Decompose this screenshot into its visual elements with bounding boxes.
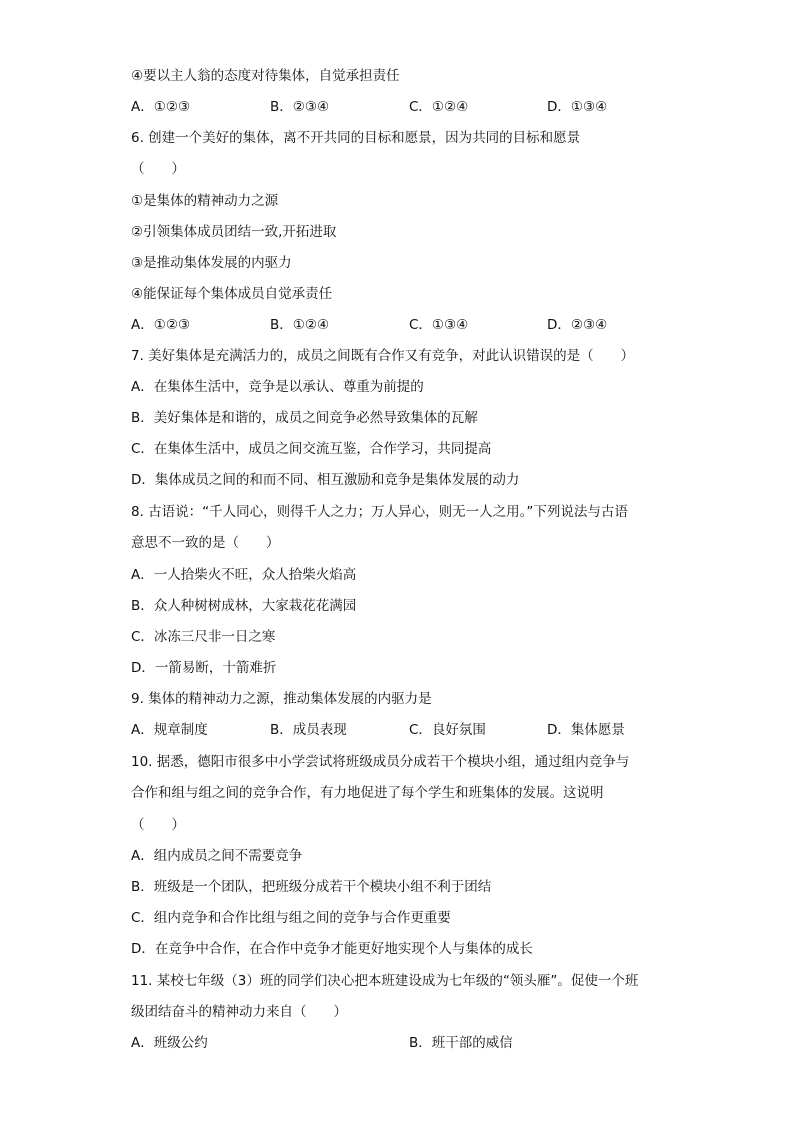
q6-option-a: A．①②③ [131, 317, 191, 333]
q9-option-d: D．集体愿景 [547, 722, 625, 738]
q9-option-c: C．良好氛围 [409, 722, 486, 738]
q10-blank: （ ） [131, 817, 185, 833]
q8-option-b: B．众人种树树成林，大家栽花花满园 [131, 598, 357, 614]
q9-stem: 9. 集体的精神动力之源，推动集体发展的内驱力是 [131, 691, 432, 707]
q10-stem-line-2: 合作和组与组之间的竞争合作，有力地促进了每个学生和班集体的发展。这说明 [131, 785, 604, 801]
q10-option-a: A．组内成员之间不需要竞争 [131, 848, 303, 864]
q7-option-d: D．集体成员之间的和而不同、相互激励和竞争是集体发展的动力 [131, 472, 520, 488]
q7-option-a: A．在集体生活中，竞争是以承认、尊重为前提的 [131, 379, 424, 395]
q7-option-b: B．美好集体是和谐的，成员之间竞争必然导致集体的瓦解 [131, 410, 478, 426]
q8-option-d: D．一箭易断，十箭难折 [131, 660, 277, 676]
q10-option-b: B．班级是一个团队，把班级分成若干个模块小组不利于团结 [131, 879, 492, 895]
q5-option-a: A．①②③ [131, 99, 191, 115]
q6-option-d: D．②③④ [547, 317, 608, 333]
q5-item-4: ④要以主人翁的态度对待集体，自觉承担责任 [131, 68, 400, 84]
q5-option-b: B．②③④ [270, 99, 330, 115]
q11-stem-line-1: 11. 某校七年级（3）班的同学们决心把本班建设成为七年级的“领头雁”。促使一个班 [131, 973, 639, 989]
q11-stem-line-2: 级团结奋斗的精神动力来自（ ） [131, 1004, 347, 1020]
q6-blank: （ ） [131, 161, 185, 177]
q7-stem: 7. 美好集体是充满活力的，成员之间既有合作又有竞争，对此认识错误的是（ ） [131, 348, 635, 364]
q6-option-c: C．①③④ [409, 317, 469, 333]
q11-option-a: A．班级公约 [131, 1035, 208, 1051]
q8-stem-line-1: 8. 古语说：“千人同心，则得千人之力；万人异心，则无一人之用。”下列说法与古语 [131, 504, 628, 520]
q9-option-a: A．规章制度 [131, 722, 208, 738]
q10-option-d: D．在竞争中合作，在合作中竞争才能更好地实现个人与集体的成长 [131, 941, 533, 957]
q5-option-c: C．①②④ [409, 99, 469, 115]
q6-stem: 6. 创建一个美好的集体，离不开共同的目标和愿景，因为共同的目标和愿景 [131, 130, 581, 146]
q11-option-b: B．班干部的威信 [409, 1035, 513, 1051]
q9-option-b: B．成员表现 [270, 722, 347, 738]
q6-option-b: B．①②④ [270, 317, 330, 333]
q8-option-a: A．一人拾柴火不旺，众人拾柴火焰高 [131, 567, 357, 583]
q8-stem-line-2: 意思不一致的是（ ） [131, 535, 280, 551]
q10-option-c: C．组内竞争和合作比组与组之间的竞争与合作更重要 [131, 910, 451, 926]
q6-item-2: ②引领集体成员团结一致,开拓进取 [131, 224, 337, 240]
q6-item-1: ①是集体的精神动力之源 [131, 193, 279, 209]
q7-option-c: C．在集体生活中，成员之间交流互鉴，合作学习，共同提高 [131, 441, 492, 457]
q6-item-4: ④能保证每个集体成员自觉承责任 [131, 286, 333, 302]
q6-item-3: ③是推动集体发展的内驱力 [131, 255, 292, 271]
q8-option-c: C．冰冻三尺非一日之寒 [131, 629, 276, 645]
q10-stem-line-1: 10. 据悉，德阳市很多中小学尝试将班级成员分成若干个模块小组，通过组内竞争与 [131, 754, 630, 770]
q5-option-d: D．①③④ [547, 99, 608, 115]
